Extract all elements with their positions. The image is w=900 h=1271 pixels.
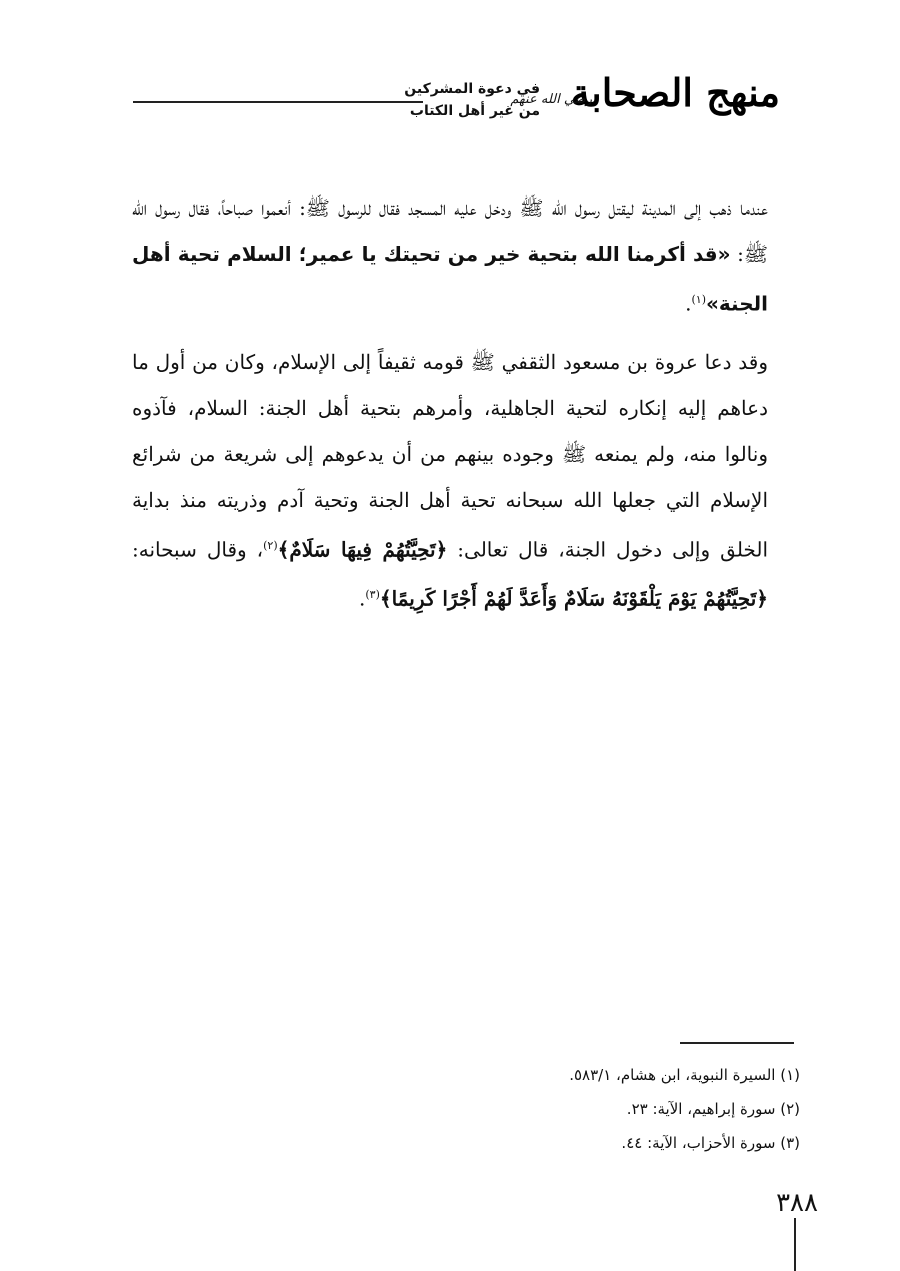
- subtitle-line-2: من غير أهل الكتاب: [409, 103, 540, 119]
- main-text: [132, 185, 768, 622]
- p1-text-1: عندما ذهب إلى المدينة ليقتل رسول الله ﷺ ودخل عليه المسجد فقال للرسول ﷺ: أنعموا صباحاً، فقال رسول الله ﷺ:: [132, 196, 768, 266]
- page-edge-rule: [794, 1218, 796, 1271]
- p2-text-end: .: [359, 586, 366, 611]
- footnote-ref-1: (١): [691, 293, 706, 306]
- footnote-ref-2: (٢): [263, 538, 278, 552]
- footnote-ref-3: (٣): [365, 588, 380, 602]
- p1-hadith-quote: «قد أكرمنا الله بتحية خير من تحيتك يا عمير؛ السلام تحية أهل الجنة»: [132, 242, 768, 316]
- footnotes: [200, 1058, 800, 1160]
- p1-text-end: .: [685, 291, 692, 316]
- header-rule: [133, 101, 423, 103]
- footnote-3: (٣) سورة الأحزاب، الآية: ٤٤.: [621, 1134, 800, 1152]
- quran-verse-2: ﴿تَحِيَّتُهُمْ يَوْمَ يَلْقَوْنَهُ سَلَامٌ وَأَعَدَّ لَهُمْ أَجْرًا كَرِيمًا﴾: [379, 586, 768, 611]
- p2-text-1: وقد دعا عروة بن مسعود الثقفي ﷺ قومه ثقيفاً إلى الإسلام، وكان من أول ما دعاهم إليه إنكاره لتحية الجاهلية، وأمرهم بتحية أهل الجنة: السلام، فآذوه ونالوا منه، ولم يمنعه ﷺ وجوده بينهم من أن يدعوهم إلى شريعة من شرائع الإسلام التي جعلها الله سبحانه تحية أهل الجنة وتحية آدم وذريته منذ بداية الخلق وإلى دخول الجنة، قال تعالى:: [132, 349, 768, 562]
- footnote-1: (١) السيرة النبوية، ابن هشام، ٥٨٣/١.: [569, 1066, 800, 1084]
- running-header: [130, 70, 780, 150]
- footnote-2: (٢) سورة إبراهيم، الآية: ٢٣.: [626, 1100, 800, 1118]
- paragraph-1: [132, 185, 768, 327]
- subtitle-line-1: في دعوة المشركين: [404, 81, 540, 97]
- p2-text-2: ، وقال سبحانه:: [132, 537, 264, 562]
- header-subtitle: [404, 78, 540, 122]
- quran-verse-1: ﴿تَحِيَّتُهُمْ فِيهَا سَلَامٌ﴾: [277, 537, 448, 562]
- book-title-logo: منهج الصحابة: [570, 70, 780, 115]
- page-number: ٣٨٨: [776, 1188, 818, 1218]
- paragraph-2: [132, 339, 768, 622]
- footnote-separator: [680, 1042, 794, 1044]
- honorific-text: رضي الله عنهم: [510, 92, 592, 107]
